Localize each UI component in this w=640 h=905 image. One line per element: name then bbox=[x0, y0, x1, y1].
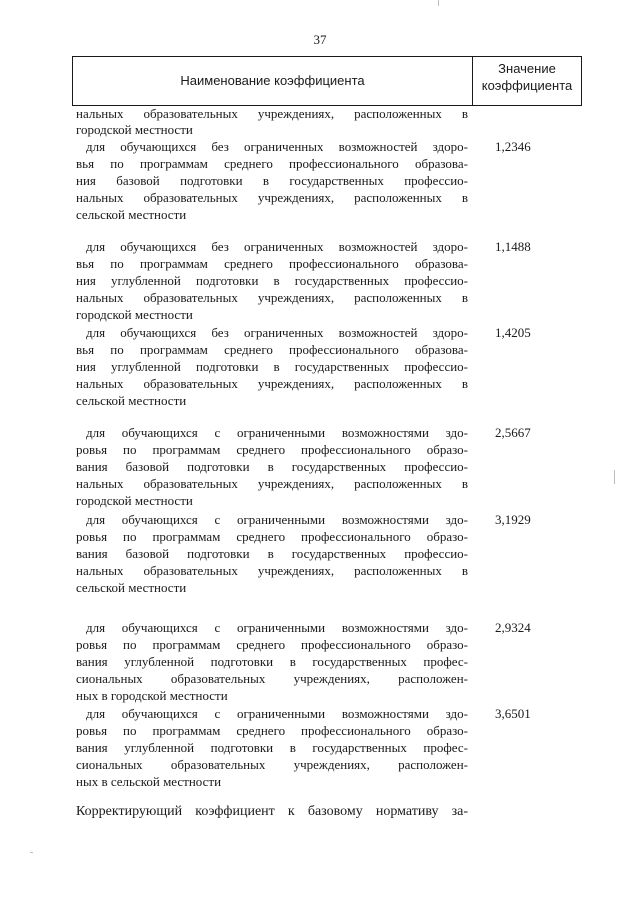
coefficient-value: 1,1488 bbox=[495, 239, 531, 254]
continuation-line: городской местности bbox=[76, 122, 193, 137]
row-text-line: нальных образовательных учреждениях, расположенных в bbox=[76, 563, 468, 578]
row-text-line: ровья по программам среднего профессионального образо- bbox=[76, 529, 468, 544]
coefficient-value: 3,1929 bbox=[495, 512, 531, 527]
coefficient-value: 1,2346 bbox=[495, 139, 531, 154]
row-text-line: вья по программам среднего профессионального образова- bbox=[76, 342, 468, 357]
row-text-line: ния углубленной подготовки в государственных профессио- bbox=[76, 359, 468, 374]
row-text-line: сиональных образовательных учреждениях, расположен- bbox=[76, 671, 468, 686]
scan-mark bbox=[30, 852, 33, 853]
row-text-line: для обучающихся с ограниченными возможностями здо- bbox=[86, 425, 468, 440]
row-text-line: для обучающихся с ограниченными возможностями здо- bbox=[86, 512, 468, 527]
coefficient-value: 2,9324 bbox=[495, 620, 531, 635]
coefficient-value: 2,5667 bbox=[495, 425, 531, 440]
row-text-line: городской местности bbox=[76, 493, 193, 508]
row-text-line: нальных образовательных учреждениях, расположенных в bbox=[76, 190, 468, 205]
page-number: 37 bbox=[313, 32, 327, 47]
row-text-line: для обучающихся с ограниченными возможностями здо- bbox=[86, 706, 468, 721]
row-text-line: сельской местности bbox=[76, 580, 187, 595]
row-text-line: сельской местности bbox=[76, 393, 187, 408]
row-text-line: ровья по программам среднего профессионального образо- bbox=[76, 723, 468, 738]
scan-mark bbox=[438, 0, 439, 6]
row-text-line: для обучающихся без ограниченных возможностей здоро- bbox=[86, 239, 468, 254]
row-text-line: для обучающихся без ограниченных возможностей здоро- bbox=[86, 139, 468, 154]
row-text-line: ния базовой подготовки в государственных профессио- bbox=[76, 173, 468, 188]
row-text-line: вания углубленной подготовки в государственных профес- bbox=[76, 654, 468, 669]
row-text-line: вания базовой подготовки в государственных профессио- bbox=[76, 546, 468, 561]
table-header bbox=[72, 56, 582, 106]
row-text-line: нальных образовательных учреждениях, расположенных в bbox=[76, 376, 468, 391]
row-text-line: для обучающихся с ограниченными возможностями здо- bbox=[86, 620, 468, 635]
header-value-line1: Значение bbox=[498, 61, 556, 76]
row-text-line: ровья по программам среднего профессионального образо- bbox=[76, 637, 468, 652]
row-text-line: вья по программам среднего профессионального образова- bbox=[76, 156, 468, 171]
row-text-line: вания базовой подготовки в государственных профессио- bbox=[76, 459, 468, 474]
header-name-cell: Наименование коэффициента bbox=[180, 73, 365, 88]
row-text-line: нальных образовательных учреждениях, расположенных в bbox=[76, 476, 468, 491]
row-text-line: ных в сельской местности bbox=[76, 774, 222, 789]
row-text-line: для обучающихся без ограниченных возможностей здоро- bbox=[86, 325, 468, 340]
row-text-line: ровья по программам среднего профессионального образо- bbox=[76, 442, 468, 457]
coefficient-value: 1,4205 bbox=[495, 325, 531, 340]
row-text-line: ных в городской местности bbox=[76, 688, 228, 703]
row-text-line: вания углубленной подготовки в государственных профес- bbox=[76, 740, 468, 755]
row-text-line: сельской местности bbox=[76, 207, 187, 222]
row-text-line: сиональных образовательных учреждениях, расположен- bbox=[76, 757, 468, 772]
row-text-line: ния углубленной подготовки в государственных профессио- bbox=[76, 273, 468, 288]
header-value-cell bbox=[473, 60, 581, 94]
row-text-line: вья по программам среднего профессионального образова- bbox=[76, 256, 468, 271]
footer-paragraph: Корректирующий коэффициент к базовому нормативу за- bbox=[76, 804, 468, 819]
coefficient-value: 3,6501 bbox=[495, 706, 531, 721]
scan-mark bbox=[614, 470, 615, 484]
header-value-line2: коэффициента bbox=[481, 78, 573, 93]
row-text-line: городской местности bbox=[76, 307, 193, 322]
row-text-line: нальных образовательных учреждениях, расположенных в bbox=[76, 290, 468, 305]
continuation-line: нальных образовательных учреждениях, расположенных в bbox=[76, 106, 468, 121]
